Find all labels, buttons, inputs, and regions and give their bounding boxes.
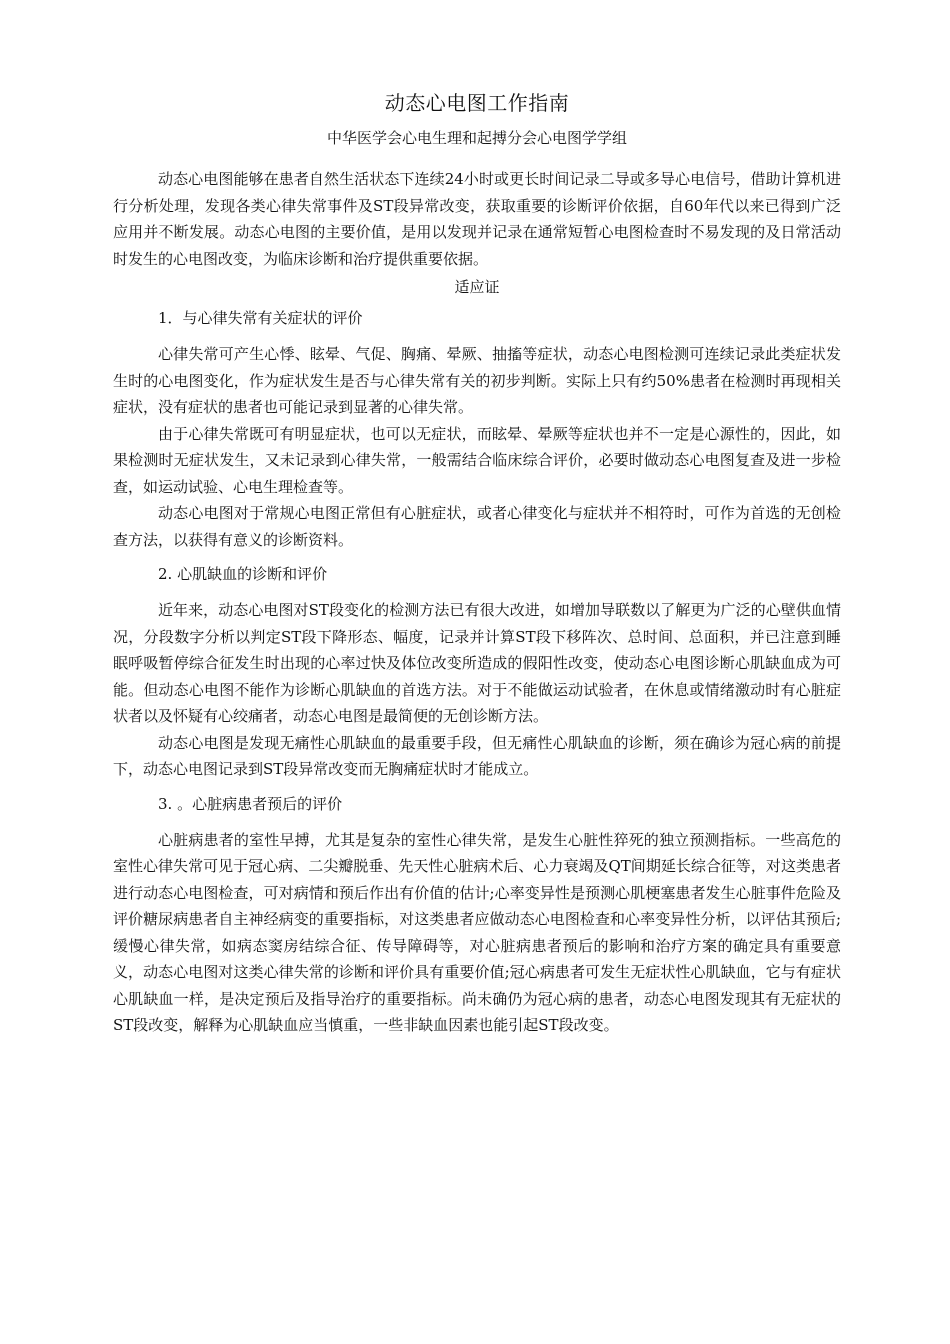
document-title: 动态心电图工作指南 — [384, 91, 570, 115]
section-2-paragraph-2: 动态心电图是发现无痛性心肌缺血的最重要手段，但无痛性心肌缺血的诊断，须在确诊为冠心病的前提下，动态心电图记录到ST段异常改变而无胸痛症状时才能成立。 — [113, 733, 841, 778]
section-heading-indications: 适应证 — [454, 278, 500, 296]
document-body — [113, 88, 841, 1039]
section-1-paragraph-3: 动态心电图对于常规心电图正常但有心脏症状，或者心律变化与症状并不相符时，可作为首选的无创检查方法，以获得有意义的诊断资料。 — [113, 504, 841, 549]
section-3-paragraph-1: 心脏病患者的室性早搏，尤其是复杂的室性心律失常，是发生心脏性猝死的独立预测指标。一些高危的室性心律失常可见于冠心病、二尖瓣脱垂、先天性心脏病术后、心力衰竭及QT间期延长综合征等，对这类患者进行动态心电图检查，可对病情和预后作出有价值的估计;心率变异性是预测心肌梗塞患者发生心脏事件危险及评价糖尿病患者自主神经病变的重要指标，对这类患者应做动态心电图检查和心率变异性分析，以评估其预后;缓慢心律失常，如病态窦房结综合征、传导障碍等，对心脏病患者预后的影响和治疗方案的确定具有重要意义，动态心电图对这类心律失常的诊断和评价具有重要价值;冠心病患者可发生无症状性心肌缺血，它与有症状心肌缺血一样，是决定预后及指导治疗的重要指标。尚未确仍为冠心病的患者，动态心电图发现其有无症状的ST段改变，解释为心肌缺血应当慎重，一些非缺血因素也能引起ST段改变。 — [113, 830, 841, 1034]
intro-paragraph: 动态心电图能够在患者自然生活状态下连续24小时或更长时间记录二导或多导心电信号，借助计算机进行分析处理，发现各类心律失常事件及ST段异常改变，获取重要的诊断评价依据，自60年代以来已得到广泛应用并不断发展。动态心电图的主要价值，是用以发现并记录在通常短暂心电图检查时不易发现的及日常活动时发生的心电图改变，为临床诊断和治疗提供重要依据。 — [113, 170, 841, 268]
section-2-paragraph-1: 近年来，动态心电图对ST段变化的检测方法已有很大改进，如增加导联数以了解更为广泛的心壁供血情况，分段数字分析以判定ST段下降形态、幅度，记录并计算ST段下移阵次、总时间、总面积，并已注意到睡眠呼吸暂停综合征发生时出现的心率过快及体位改变所造成的假阳性改变，使动态心电图诊断心肌缺血成为可能。但动态心电图不能作为诊断心肌缺血的首选方法。对于不能做运动试验者，在休息或情绪激动时有心脏症状者以及怀疑有心绞痛者，动态心电图是最简便的无创诊断方法。 — [113, 601, 841, 725]
section-1-paragraph-2: 由于心律失常既可有明显症状，也可以无症状，而眩晕、晕厥等症状也并不一定是心源性的，因此，如果检测时无症状发生，又未记录到心律失常，一般需结合临床综合评价，必要时做动态心电图复查及进一步检查，如运动试验、心电生理检查等。 — [113, 424, 841, 496]
document-author: 中华医学会心电生理和起搏分会心电图学学组 — [326, 129, 627, 147]
section-heading-2: 2. 心肌缺血的诊断和评价 — [158, 565, 328, 583]
section-heading-3: 3. 。心脏病患者预后的评价 — [158, 794, 343, 813]
section-1-paragraph-1: 心律失常可产生心悸、眩晕、气促、胸痛、晕厥、抽搐等症状，动态心电图检测可连续记录此类症状发生时的心电图变化，作为症状发生是否与心律失常有关的初步判断。实际上只有约50%患者在检测时再现相关症状，没有症状的患者也可能记录到显著的心律失常。 — [113, 345, 841, 416]
section-heading-1: 1．与心律失常有关症状的评价 — [158, 309, 363, 327]
